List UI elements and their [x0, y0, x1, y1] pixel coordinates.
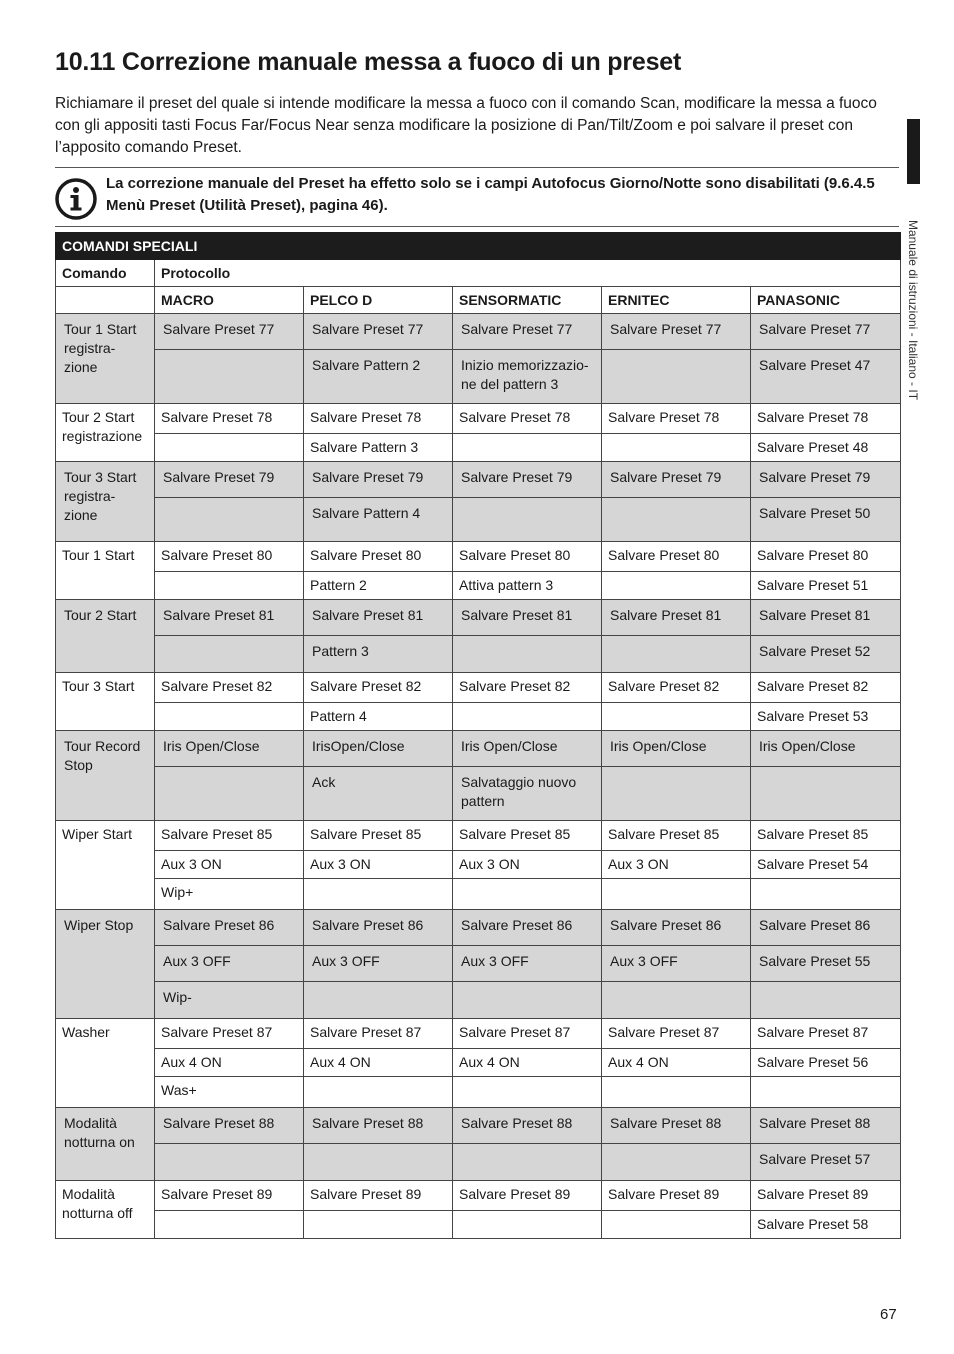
command-cell: Wiper Stop	[56, 910, 155, 1019]
protocol-cell: Salvare Preset 53	[751, 703, 901, 731]
protocol-cell	[453, 498, 602, 542]
protocol-cell: Salvare Preset 88	[453, 1108, 602, 1144]
command-cell: Tour Record Stop	[56, 731, 155, 821]
command-cell: Modalità notturna on	[56, 1108, 155, 1181]
table-row	[56, 767, 901, 821]
protocol-cell: Was+	[155, 1077, 304, 1108]
note-text: La correzione manuale del Preset ha effetto solo se i campi Autofocus Giorno/Notte sono disabilitati (9.6.4.5 Menù Preset (Utilità Preset), pagina 46).	[106, 175, 875, 214]
table-row	[56, 1144, 901, 1181]
protocol-cell	[155, 636, 304, 673]
protocol-cell	[304, 1211, 453, 1239]
protocol-cell: Salvare Preset 56	[751, 1049, 901, 1077]
protocol-cell: Salvare Preset 85	[155, 821, 304, 851]
protocol-cell	[453, 434, 602, 462]
protocol-cell	[155, 1211, 304, 1239]
protocol-cell: Salvare Preset 79	[304, 462, 453, 498]
command-cell: Tour 1 Start registra-zione	[56, 314, 155, 404]
protocol-cell: Salvare Preset 51	[751, 572, 901, 600]
protocol-cell: Salvare Preset 89	[602, 1181, 751, 1211]
protocol-cell	[453, 1144, 602, 1181]
table-row	[56, 1181, 901, 1211]
table-row	[56, 1077, 901, 1108]
protocol-header: PANASONIC	[751, 287, 901, 314]
protocol-cell	[155, 1144, 304, 1181]
protocol-cell: Salvare Preset 81	[304, 600, 453, 636]
table-row	[56, 879, 901, 910]
command-cell: Tour 2 Start	[56, 600, 155, 673]
protocol-cell: Pattern 3	[304, 636, 453, 673]
protocol-cell: Salvare Preset 87	[155, 1019, 304, 1049]
column-header-empty	[56, 287, 155, 314]
protocol-cell	[602, 1077, 751, 1108]
table-row	[56, 731, 901, 767]
protocol-cell: Salvare Pattern 3	[304, 434, 453, 462]
protocol-cell: Salvare Preset 88	[751, 1108, 901, 1144]
protocol-header: PELCO D	[304, 287, 453, 314]
protocol-cell: Salvare Preset 85	[304, 821, 453, 851]
protocol-cell: Salvare Preset 58	[751, 1211, 901, 1239]
table-row	[56, 404, 901, 434]
table-row	[56, 572, 901, 600]
protocol-cell: Salvare Preset 77	[751, 314, 901, 350]
side-label: Manuale di istruzioni - Italiano - IT	[906, 219, 920, 401]
protocol-cell: Wip+	[155, 879, 304, 910]
protocol-cell: Aux 3 OFF	[453, 946, 602, 982]
protocol-cell	[602, 767, 751, 821]
protocol-cell: Salvare Preset 81	[602, 600, 751, 636]
protocol-cell: Salvare Preset 55	[751, 946, 901, 982]
protocol-cell: Salvare Preset 86	[304, 910, 453, 946]
protocol-cell: Salvare Pattern 2	[304, 350, 453, 404]
protocol-cell: Salvare Preset 87	[453, 1019, 602, 1049]
protocol-cell: Salvare Preset 79	[602, 462, 751, 498]
protocol-cell	[602, 636, 751, 673]
info-note	[55, 167, 899, 227]
protocol-cell: Salvare Preset 50	[751, 498, 901, 542]
protocol-cell: Salvare Preset 79	[453, 462, 602, 498]
table-row	[56, 498, 901, 542]
protocol-cell: Pattern 4	[304, 703, 453, 731]
protocol-cell: Salvare Preset 78	[304, 404, 453, 434]
table-row	[56, 982, 901, 1019]
protocol-cell: Aux 3 OFF	[155, 946, 304, 982]
protocol-cell	[453, 1211, 602, 1239]
protocol-header: MACRO	[155, 287, 304, 314]
protocol-cell	[453, 636, 602, 673]
table-row	[56, 542, 901, 572]
protocol-cell	[751, 1077, 901, 1108]
protocol-cell	[304, 1144, 453, 1181]
table-row	[56, 1049, 901, 1077]
protocol-cell	[453, 703, 602, 731]
protocol-cell	[304, 879, 453, 910]
protocol-cell: Iris Open/Close	[602, 731, 751, 767]
table-row	[56, 600, 901, 636]
table-row	[56, 462, 901, 498]
protocol-cell: Salvare Preset 89	[453, 1181, 602, 1211]
protocol-cell: Salvare Preset 77	[304, 314, 453, 350]
protocol-cell	[453, 879, 602, 910]
protocol-cell: Salvare Preset 89	[751, 1181, 901, 1211]
protocol-cell	[155, 767, 304, 821]
protocol-cell: Salvare Preset 82	[155, 673, 304, 703]
protocol-cell: Salvare Preset 79	[155, 462, 304, 498]
table-row	[56, 636, 901, 673]
table-row	[56, 314, 901, 350]
protocol-cell: Salvare Preset 82	[602, 673, 751, 703]
protocol-cell	[751, 767, 901, 821]
protocol-cell: Salvare Preset 86	[751, 910, 901, 946]
protocol-cell: Salvare Preset 85	[602, 821, 751, 851]
protocol-cell: Salvare Preset 78	[751, 404, 901, 434]
protocol-cell	[155, 703, 304, 731]
protocol-cell: Iris Open/Close	[751, 731, 901, 767]
command-cell: Tour 2 Start registrazione	[56, 404, 155, 462]
protocol-cell: Salvare Preset 54	[751, 851, 901, 879]
table-row	[56, 350, 901, 404]
info-icon	[55, 178, 97, 220]
protocol-header: SENSORMATIC	[453, 287, 602, 314]
protocol-cell: Salvare Preset 89	[155, 1181, 304, 1211]
table-row	[56, 910, 901, 946]
protocol-cell	[304, 982, 453, 1019]
protocol-cell: Salvare Preset 47	[751, 350, 901, 404]
protocol-cell: Salvare Preset 86	[155, 910, 304, 946]
protocol-cell: Salvare Preset 57	[751, 1144, 901, 1181]
protocol-cell: Aux 3 ON	[304, 851, 453, 879]
page-number: 67	[880, 1306, 897, 1323]
protocol-cell: Attiva pattern 3	[453, 572, 602, 600]
protocol-cell: Salvare Preset 88	[304, 1108, 453, 1144]
protocol-cell: Salvare Preset 52	[751, 636, 901, 673]
protocol-cell: Salvare Preset 79	[751, 462, 901, 498]
protocol-cell: Salvare Preset 88	[602, 1108, 751, 1144]
protocol-cell: Salvare Preset 48	[751, 434, 901, 462]
protocol-cell: Salvare Preset 80	[751, 542, 901, 572]
table-row	[56, 1211, 901, 1239]
protocol-cell: Salvare Preset 81	[155, 600, 304, 636]
protocol-cell: Salvare Preset 89	[304, 1181, 453, 1211]
protocol-cell	[453, 1077, 602, 1108]
table-row	[56, 1108, 901, 1144]
protocol-cell: Salvare Preset 78	[453, 404, 602, 434]
protocol-cell: Aux 3 OFF	[602, 946, 751, 982]
protocol-cell: Salvare Preset 87	[602, 1019, 751, 1049]
protocol-cell: Salvare Preset 80	[304, 542, 453, 572]
protocol-cell	[602, 703, 751, 731]
protocol-cell	[602, 1211, 751, 1239]
protocol-cell: Pattern 2	[304, 572, 453, 600]
protocol-cell: Salvare Preset 80	[602, 542, 751, 572]
protocol-cell: Inizio memorizzazio-ne del pattern 3	[453, 350, 602, 404]
protocol-cell: Salvare Preset 78	[155, 404, 304, 434]
protocol-cell: Salvare Pattern 4	[304, 498, 453, 542]
command-cell: Tour 3 Start registra-zione	[56, 462, 155, 542]
protocol-cell: Salvare Preset 87	[751, 1019, 901, 1049]
protocol-cell: Salvare Preset 78	[602, 404, 751, 434]
protocol-cell: Salvare Preset 86	[602, 910, 751, 946]
protocol-cell	[155, 434, 304, 462]
protocol-cell	[751, 879, 901, 910]
protocol-cell	[602, 879, 751, 910]
special-commands-table	[55, 232, 901, 1239]
table-title: COMANDI SPECIALI	[56, 233, 901, 260]
protocol-cell: Salvare Preset 82	[453, 673, 602, 703]
command-cell: Wiper Start	[56, 821, 155, 910]
protocol-cell	[155, 498, 304, 542]
protocol-cell: Salvare Preset 82	[751, 673, 901, 703]
protocol-cell: Salvare Preset 87	[304, 1019, 453, 1049]
protocol-cell: Salvare Preset 81	[453, 600, 602, 636]
protocol-cell: Aux 3 OFF	[304, 946, 453, 982]
table-row	[56, 673, 901, 703]
protocol-cell: Salvare Preset 85	[751, 821, 901, 851]
protocol-cell	[602, 350, 751, 404]
table-row	[56, 851, 901, 879]
protocol-header: ERNITEC	[602, 287, 751, 314]
column-header-protocol: Protocollo	[155, 260, 901, 287]
protocol-cell: Salvare Preset 80	[155, 542, 304, 572]
protocol-cell: Aux 4 ON	[304, 1049, 453, 1077]
table-row	[56, 703, 901, 731]
table-row	[56, 821, 901, 851]
table-row	[56, 1019, 901, 1049]
command-cell: Tour 3 Start	[56, 673, 155, 731]
protocol-cell	[602, 1144, 751, 1181]
table-body	[56, 314, 901, 1239]
table-row	[56, 946, 901, 982]
table-row	[56, 434, 901, 462]
protocol-cell: Salvare Preset 86	[453, 910, 602, 946]
page-title: 10.11 Correzione manuale messa a fuoco di un preset	[55, 48, 682, 76]
protocol-cell	[155, 572, 304, 600]
protocol-cell: Wip-	[155, 982, 304, 1019]
column-header-command: Comando	[56, 260, 155, 287]
protocol-cell: Salvataggio nuovo pattern	[453, 767, 602, 821]
protocol-cell: Salvare Preset 85	[453, 821, 602, 851]
protocol-cell: IrisOpen/Close	[304, 731, 453, 767]
protocol-cell: Aux 4 ON	[453, 1049, 602, 1077]
protocol-cell	[602, 498, 751, 542]
protocol-cell: Aux 3 ON	[602, 851, 751, 879]
protocol-cell: Aux 3 ON	[453, 851, 602, 879]
protocol-cell	[155, 350, 304, 404]
command-cell: Modalità notturna off	[56, 1181, 155, 1239]
protocol-cell: Aux 4 ON	[602, 1049, 751, 1077]
side-tab-marker	[907, 119, 920, 184]
protocol-cell: Salvare Preset 77	[453, 314, 602, 350]
protocol-cell	[602, 982, 751, 1019]
protocol-cell	[602, 434, 751, 462]
protocol-cell	[602, 572, 751, 600]
protocol-cell: Salvare Preset 81	[751, 600, 901, 636]
protocol-cell: Iris Open/Close	[155, 731, 304, 767]
protocol-cell	[304, 1077, 453, 1108]
protocol-cell: Iris Open/Close	[453, 731, 602, 767]
protocol-cell: Salvare Preset 80	[453, 542, 602, 572]
protocol-cell: Ack	[304, 767, 453, 821]
protocol-cell: Aux 3 ON	[155, 851, 304, 879]
protocol-cell: Salvare Preset 77	[602, 314, 751, 350]
protocol-cell: Salvare Preset 82	[304, 673, 453, 703]
protocol-cell: Salvare Preset 88	[155, 1108, 304, 1144]
protocol-cell	[453, 982, 602, 1019]
command-cell: Tour 1 Start	[56, 542, 155, 600]
intro-paragraph: Richiamare il preset del quale si intende modificare la messa a fuoco con il comando Scan, modificare la messa a fuoco con gli appositi tasti Focus Far/Focus Near senza modificare la posizione di Pan/Tilt/Zoom e poi salvare il preset con l’apposito comando Preset.	[55, 95, 877, 156]
command-cell: Washer	[56, 1019, 155, 1108]
protocol-cell	[751, 982, 901, 1019]
protocol-cell: Aux 4 ON	[155, 1049, 304, 1077]
protocol-cell: Salvare Preset 77	[155, 314, 304, 350]
